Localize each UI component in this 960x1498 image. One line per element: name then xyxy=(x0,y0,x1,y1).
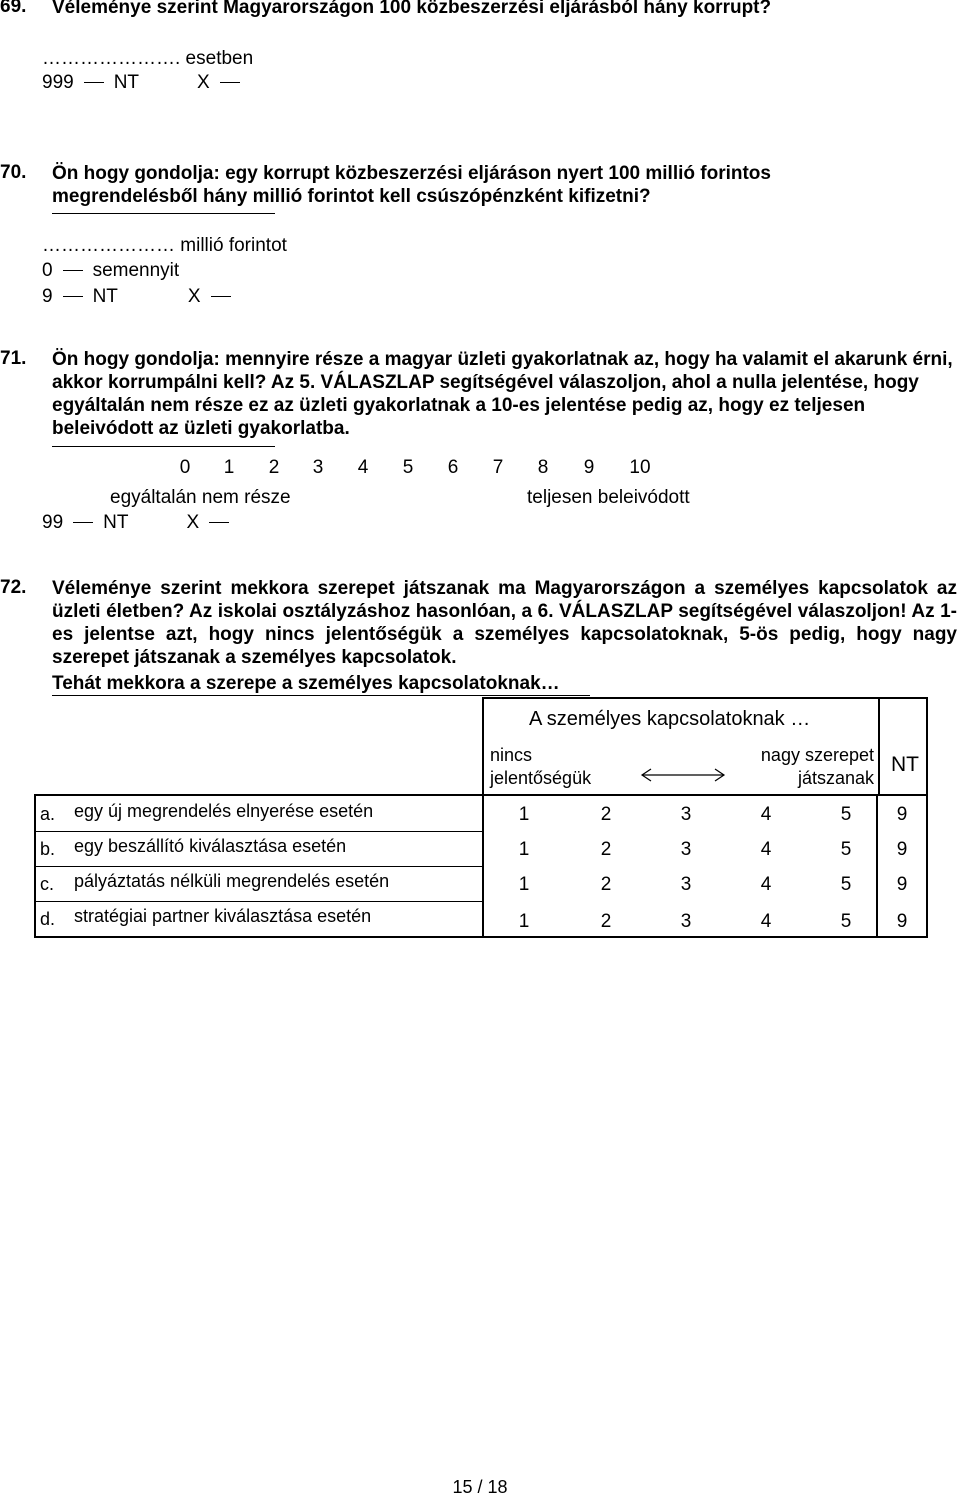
score-1[interactable]: 1 xyxy=(518,839,530,860)
q72-subtitle-underline xyxy=(52,695,590,696)
q71-high-label: teljesen beleivódott xyxy=(527,487,690,508)
q71-opt-99[interactable]: 99 xyxy=(42,512,64,533)
high-line2: játszanak xyxy=(797,768,874,788)
scale-7[interactable]: 7 xyxy=(492,457,504,478)
q71-scale xyxy=(0,457,960,481)
score-4[interactable]: 4 xyxy=(760,911,772,932)
q71-low-label: egyáltalán nem része xyxy=(110,487,291,508)
score-1[interactable]: 1 xyxy=(518,911,530,932)
low-line2: jelentőségük xyxy=(490,768,592,788)
q70-text: Ön hogy gondolja: egy korrupt közbeszerzési eljáráson nyert 100 millió forintos megrendelésből hány millió forintot kell csúszópénzként kifizetni? xyxy=(52,163,771,207)
score-nt[interactable]: 9 xyxy=(896,911,908,932)
high-line1: nagy szerepet xyxy=(760,745,874,765)
table-row xyxy=(36,901,926,936)
score-nt[interactable]: 9 xyxy=(896,804,908,825)
score-5[interactable]: 5 xyxy=(840,911,852,932)
q71-options xyxy=(42,512,239,534)
score-3[interactable]: 3 xyxy=(680,874,692,895)
q70-opt-9[interactable]: 9 xyxy=(42,286,53,307)
scale-0[interactable]: 0 xyxy=(179,457,191,478)
scale-5[interactable]: 5 xyxy=(402,457,414,478)
score-nt[interactable]: 9 xyxy=(896,874,908,895)
q71-rule xyxy=(52,446,275,447)
double-arrow-icon xyxy=(639,767,727,783)
scale-1[interactable]: 1 xyxy=(223,457,235,478)
dash xyxy=(73,522,93,523)
q69-options xyxy=(42,72,250,94)
scale-2[interactable]: 2 xyxy=(268,457,280,478)
score-5[interactable]: 5 xyxy=(840,874,852,895)
q70-opt-0-label: semennyit xyxy=(92,260,180,281)
scale-3[interactable]: 3 xyxy=(312,457,324,478)
nt-divider xyxy=(878,699,880,794)
low-line1: nincs xyxy=(490,745,533,765)
score-4[interactable]: 4 xyxy=(760,804,772,825)
nt-header: NT xyxy=(891,753,919,776)
q69-number: 69. xyxy=(0,0,27,17)
q70-options xyxy=(42,286,241,308)
q72-number: 72. xyxy=(0,577,27,598)
scale-4[interactable]: 4 xyxy=(357,457,369,478)
score-2[interactable]: 2 xyxy=(600,804,612,825)
dash xyxy=(63,270,83,271)
dash xyxy=(63,296,83,297)
scale-9[interactable]: 9 xyxy=(583,457,595,478)
rating-table xyxy=(34,794,928,938)
row-label: egy beszállító kiválasztása esetén xyxy=(74,836,347,856)
row-label: pályáztatás nélküli megrendelés esetén xyxy=(74,871,390,891)
row-label: stratégiai partner kiválasztása esetén xyxy=(74,906,372,926)
score-2[interactable]: 2 xyxy=(600,874,612,895)
row-letter: b. xyxy=(40,839,56,859)
dash xyxy=(211,296,231,297)
row-label: egy új megrendelés elnyerése esetén xyxy=(74,801,374,821)
q70-opt-nt[interactable]: NT xyxy=(92,286,118,307)
q71-text: Ön hogy gondolja: mennyire része a magyar üzleti gyakorlatnak az, hogy ha valamit el akarunk érni, akkor korrumpálni kell? Az 5. VÁLASZLAP segítségével válaszoljon, ahol a nulla jelentése, hogy egyáltalán nem része ez az üzleti gyakorlatnak a 10-es jelentése pedig az, hogy ez teljesen beleivódott az üzleti gyakorlatba. xyxy=(52,349,953,439)
table-row xyxy=(36,831,926,866)
q70-opt-0-row xyxy=(42,260,179,282)
q71-opt-nt[interactable]: NT xyxy=(103,512,129,533)
q69-text: Véleménye szerint Magyarországon 100 közbeszerzési eljárásból hány korrupt? xyxy=(52,0,772,18)
q69-opt-nt[interactable]: NT xyxy=(113,72,140,93)
score-2[interactable]: 2 xyxy=(600,839,612,860)
q71-number: 71. xyxy=(0,348,27,369)
score-3[interactable]: 3 xyxy=(680,911,692,932)
score-1[interactable]: 1 xyxy=(518,874,530,895)
score-4[interactable]: 4 xyxy=(760,839,772,860)
q69-opt-999[interactable]: 999 xyxy=(42,72,74,93)
row-letter: d. xyxy=(40,909,56,929)
score-nt[interactable]: 9 xyxy=(896,839,908,860)
table-header-title: A személyes kapcsolatoknak … xyxy=(529,708,811,730)
q70-opt-x[interactable]: X xyxy=(187,286,201,307)
page-number: 15 / 18 xyxy=(452,1477,508,1497)
q70-number: 70. xyxy=(0,162,27,183)
table-row xyxy=(36,796,926,831)
dash xyxy=(220,82,240,83)
scale-10[interactable]: 10 xyxy=(629,457,651,478)
score-1[interactable]: 1 xyxy=(518,804,530,825)
q69-answer-blank[interactable]: …………………. esetben xyxy=(42,48,254,69)
score-2[interactable]: 2 xyxy=(600,911,612,932)
table-row xyxy=(36,866,926,901)
scale-8[interactable]: 8 xyxy=(537,457,549,478)
q69-opt-x[interactable]: X xyxy=(197,72,210,93)
q70-answer-blank[interactable]: ………………… millió forintot xyxy=(42,235,287,256)
score-4[interactable]: 4 xyxy=(760,874,772,895)
q72-subtitle: Tehát mekkora a szerepe a személyes kapcsolatoknak… xyxy=(52,673,560,694)
table-header-box xyxy=(482,697,928,794)
q70-rule xyxy=(52,213,275,214)
score-5[interactable]: 5 xyxy=(840,839,852,860)
dash xyxy=(209,522,229,523)
row-letter: c. xyxy=(40,874,55,894)
scale-6[interactable]: 6 xyxy=(447,457,459,478)
row-letter: a. xyxy=(40,804,56,824)
dash xyxy=(84,82,104,83)
q72-text: Véleménye szerint mekkora szerepet játszanak ma Magyarországon a személyes kapcsolatok az üzleti életben? Az iskolai osztályzáshoz hasonlóan, a 6. VÁLASZLAP segítségével válaszoljon! Az 1-es jelentse azt, hogy nincs jelentőségük a személyes kapcsolatoknak, 5-ös pedig, hogy nagy szerepet játszanak a személyes kapcsolatok. xyxy=(52,578,957,668)
score-3[interactable]: 3 xyxy=(680,804,692,825)
q70-opt-0[interactable]: 0 xyxy=(42,260,53,281)
score-3[interactable]: 3 xyxy=(680,839,692,860)
score-5[interactable]: 5 xyxy=(840,804,852,825)
q71-opt-x[interactable]: X xyxy=(186,512,200,533)
